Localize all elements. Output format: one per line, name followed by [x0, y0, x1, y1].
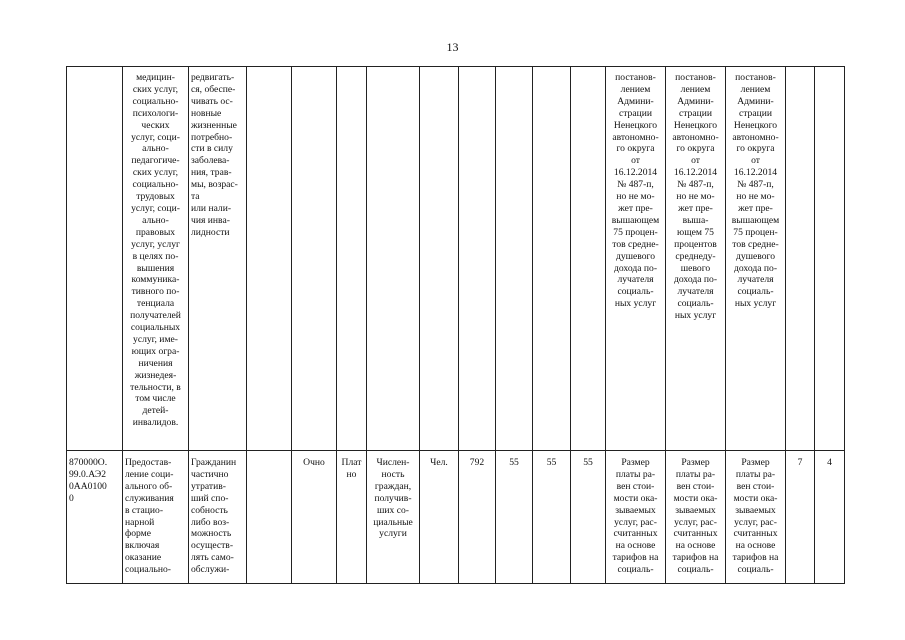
- cell-unit: [420, 67, 459, 451]
- cell-recipient-category: Гражданин частично утратив- ший спо- собность либо воз- можность осуществ- лять само- обслужи-: [189, 451, 247, 584]
- cell-fee-2: Размер платы ра- вен стои- мости ока- зываемых услуг, рас- считанных на основе тарифов на социаль-: [666, 451, 726, 584]
- cell-deviation-pct: 7: [786, 451, 815, 584]
- cell-value: 55: [571, 451, 606, 584]
- cell-code: 870000О. 99.0.АЭ2 0АА0100 0: [67, 451, 123, 584]
- cell-code: [67, 67, 123, 451]
- cell-fee-1: Размер платы ра- вен стои- мости ока- зываемых услуг, рас- считанных на основе тарифов на социаль-: [606, 451, 666, 584]
- cell-paid: [337, 67, 367, 451]
- cell-fee-3: Размер платы ра- вен стои- мости ока- зываемых услуг, рас- считанных на основе тарифов на социаль-: [726, 451, 786, 584]
- cell-deviation-abs: 4: [815, 451, 845, 584]
- cell-form: Очно: [292, 451, 337, 584]
- services-table: [66, 66, 845, 584]
- cell-service-description: Предостав- ление соци- ального об- служивания в стацио- нарной форме включая оказание социально-: [123, 451, 189, 584]
- cell-value: [533, 67, 571, 451]
- cell-indicator: [367, 67, 420, 451]
- cell-empty: [247, 451, 292, 584]
- cell-fee-3: постанов- лением Админи- страции Ненецкого автономно- го округа от 16.12.2014 № 487-п, но не мо- жет пре- вышающем 75 процен- тов средне- душевого дохода по- лучателя социаль- ных услуг: [726, 67, 786, 451]
- cell-value: [571, 67, 606, 451]
- cell-empty: [247, 67, 292, 451]
- cell-okei: [459, 67, 496, 451]
- cell-indicator: Числен- ность граждан, получив- ших со- циальные услуги: [367, 451, 420, 584]
- cell-deviation-pct: [786, 67, 815, 451]
- cell-unit: Чел.: [420, 451, 459, 584]
- cell-paid: Плат но: [337, 451, 367, 584]
- cell-service-description: медицин- ских услуг, социально- психологи- ческих услуг, соци- ально- педагогиче- ских услуг, социально- трудовых услуг, соци- ально- правовых услуг, услуг в целях по- вышения коммуника- тивного по- тенциала получателей социальных услуг, име- ющих огра- ничения жизнедея- тельности, в том числе детей- инвалидов.: [123, 67, 189, 451]
- table-row: [67, 67, 845, 451]
- cell-value: [496, 67, 533, 451]
- table-row: [67, 451, 845, 584]
- cell-form: [292, 67, 337, 451]
- cell-okei: 792: [459, 451, 496, 584]
- page-number: 13: [446, 40, 459, 54]
- cell-fee-1: постанов- лением Админи- страции Ненецкого автономно- го округа от 16.12.2014 № 487-п, но не мо- жет пре- вышающем 75 процен- тов средне- душевого дохода по- лучателя социаль- ных услуг: [606, 67, 666, 451]
- cell-fee-2: постанов- лением Админи- страции Ненецкого автономно- го округа от 16.12.2014 № 487-п, но не мо- жет пре- выша- ющем 75 процентов среднеду- шевого дохода по- лучателя социаль- ных услуг: [666, 67, 726, 451]
- cell-value: 55: [496, 451, 533, 584]
- cell-recipient-category: редвигать- ся, обеспе- чивать ос- новные жизненные потребно- сти в силу заболева- ния, трав- мы, возрас- та или нали- чия инва- лидности: [189, 67, 247, 451]
- cell-deviation-abs: [815, 67, 845, 451]
- cell-value: 55: [533, 451, 571, 584]
